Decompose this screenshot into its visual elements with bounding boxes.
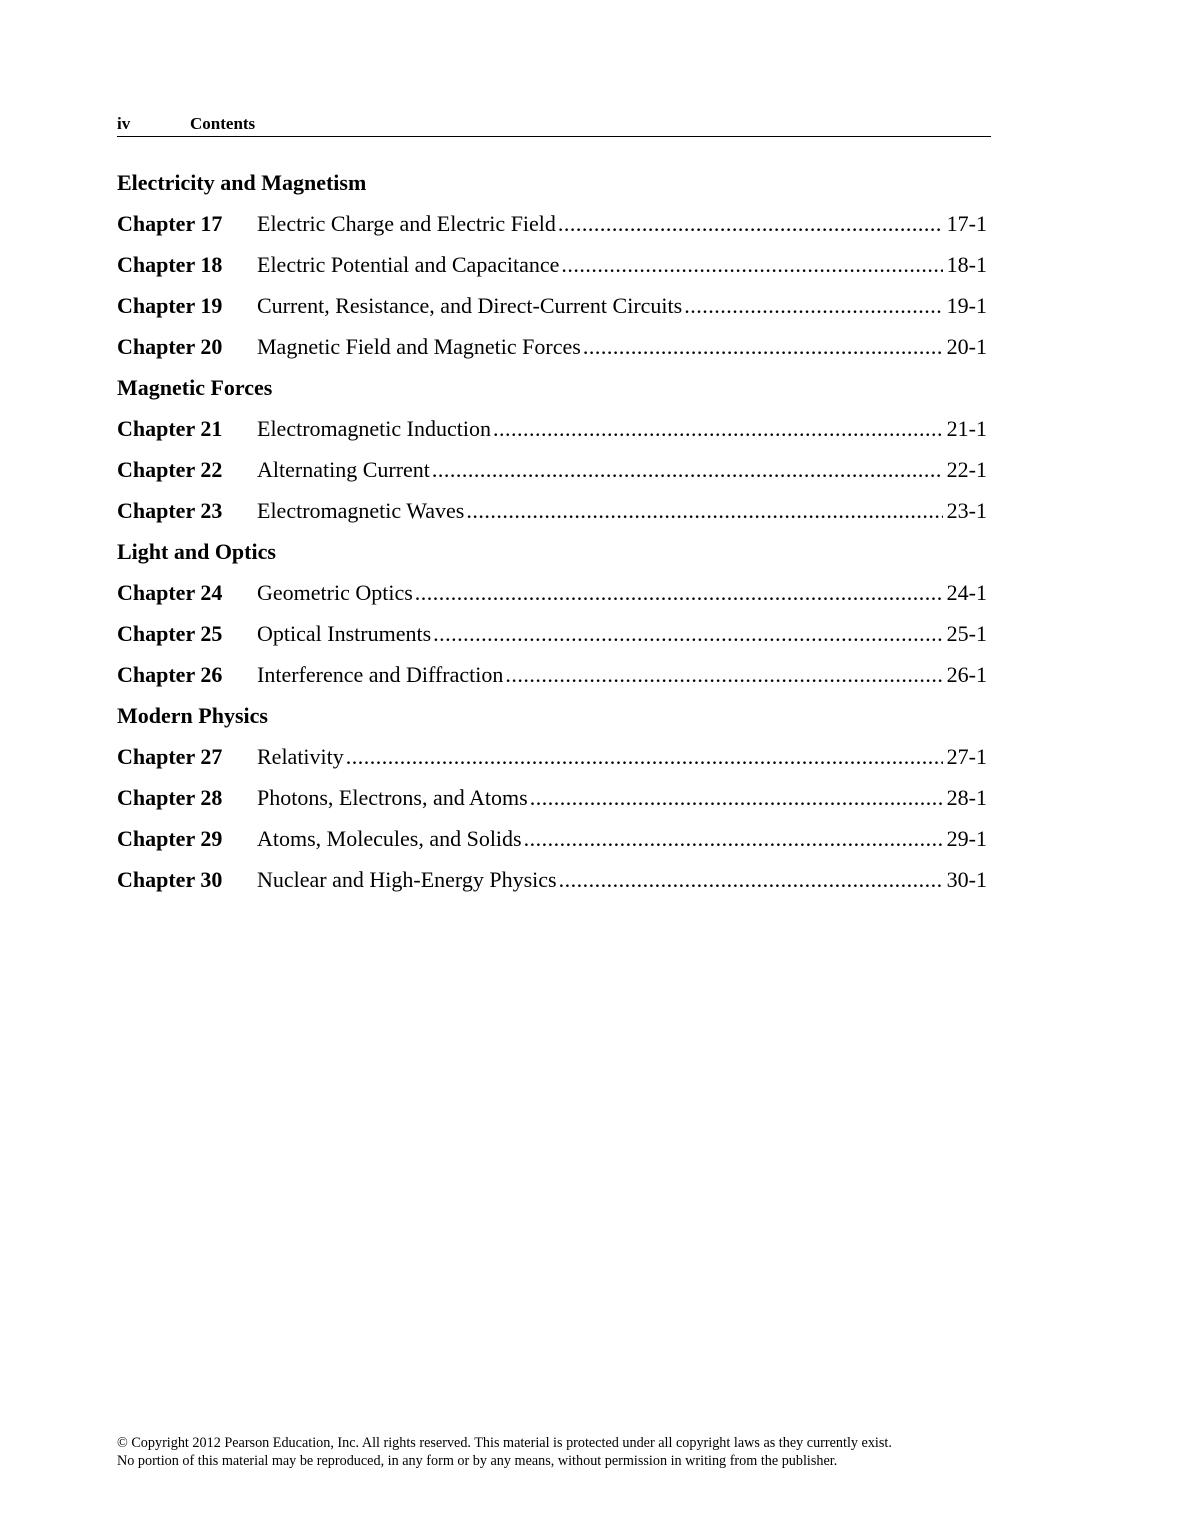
toc-entry[interactable] xyxy=(117,781,987,822)
dot-leader xyxy=(433,617,943,651)
chapter-page: 28-1 xyxy=(946,785,987,810)
chapter-label: Chapter 18 xyxy=(117,252,223,277)
toc-entry[interactable] xyxy=(117,248,987,289)
chapter-page: 23-1 xyxy=(946,498,987,523)
chapter-title: Photons, Electrons, and Atoms xyxy=(257,785,528,810)
dot-leader xyxy=(466,494,942,528)
toc-entry[interactable] xyxy=(117,330,987,371)
dot-leader xyxy=(684,289,942,323)
chapter-label: Chapter 23 xyxy=(117,498,223,523)
chapter-page: 19-1 xyxy=(946,293,987,318)
page-folio: iv xyxy=(117,114,131,133)
chapter-label: Chapter 20 xyxy=(117,334,223,359)
toc-entry[interactable] xyxy=(117,412,987,453)
chapter-page: 17-1 xyxy=(946,211,987,236)
chapter-page: 29-1 xyxy=(946,826,987,851)
dot-leader xyxy=(561,248,942,282)
toc-entry[interactable] xyxy=(117,863,987,904)
page-header xyxy=(117,113,991,137)
chapter-title: Geometric Optics xyxy=(257,580,413,605)
chapter-title: Electromagnetic Waves xyxy=(257,498,465,523)
dot-leader xyxy=(530,781,943,815)
dot-leader xyxy=(415,576,943,610)
chapter-title: Electric Potential and Capacitance xyxy=(257,252,560,277)
dot-leader xyxy=(559,863,943,897)
chapter-title: Relativity xyxy=(257,744,344,769)
chapter-page: 30-1 xyxy=(946,867,987,892)
toc-entry[interactable] xyxy=(117,740,987,781)
dot-leader xyxy=(524,822,943,856)
chapter-page: 25-1 xyxy=(946,621,987,646)
section-heading: Light and Optics xyxy=(117,539,276,564)
chapter-title: Current, Resistance, and Direct-Current Circuits xyxy=(257,293,683,318)
section-heading: Magnetic Forces xyxy=(117,375,273,400)
chapter-page: 22-1 xyxy=(946,457,987,482)
chapter-title: Alternating Current xyxy=(257,457,430,482)
chapter-label: Chapter 19 xyxy=(117,293,223,318)
chapter-label: Chapter 22 xyxy=(117,457,223,482)
chapter-label: Chapter 29 xyxy=(117,826,223,851)
section-heading: Modern Physics xyxy=(117,703,268,728)
chapter-title: Nuclear and High-Energy Physics xyxy=(257,867,557,892)
copyright-footer xyxy=(117,1434,991,1470)
copyright-line-2: No portion of this material may be reproduced, in any form or by any means, without permission in writing from the publisher. xyxy=(117,1453,838,1469)
chapter-label: Chapter 26 xyxy=(117,662,223,687)
chapter-title: Atoms, Molecules, and Solids xyxy=(257,826,522,851)
dot-leader xyxy=(505,658,942,692)
toc-entry[interactable] xyxy=(117,453,987,494)
toc-entry[interactable] xyxy=(117,658,987,699)
chapter-label: Chapter 24 xyxy=(117,580,223,605)
dot-leader xyxy=(558,207,943,241)
chapter-label: Chapter 25 xyxy=(117,621,223,646)
chapter-title: Electromagnetic Induction xyxy=(257,416,491,441)
table-of-contents xyxy=(117,166,987,904)
chapter-title: Magnetic Field and Magnetic Forces xyxy=(257,334,581,359)
chapter-title: Electric Charge and Electric Field xyxy=(257,211,556,236)
toc-entry[interactable] xyxy=(117,822,987,863)
chapter-title: Optical Instruments xyxy=(257,621,432,646)
chapter-page: 26-1 xyxy=(946,662,987,687)
chapter-label: Chapter 27 xyxy=(117,744,223,769)
chapter-page: 20-1 xyxy=(946,334,987,359)
chapter-page: 21-1 xyxy=(946,416,987,441)
dot-leader xyxy=(432,453,943,487)
dot-leader xyxy=(583,330,943,364)
toc-entry[interactable] xyxy=(117,617,987,658)
copyright-line-1: © Copyright 2012 Pearson Education, Inc. All rights reserved. This material is protected under all copyright laws as they currently exist. xyxy=(117,1435,892,1451)
toc-entry[interactable] xyxy=(117,576,987,617)
chapter-label: Chapter 17 xyxy=(117,211,223,236)
chapter-label: Chapter 21 xyxy=(117,416,223,441)
chapter-label: Chapter 28 xyxy=(117,785,223,810)
chapter-page: 27-1 xyxy=(946,744,987,769)
dot-leader xyxy=(493,412,943,446)
chapter-page: 18-1 xyxy=(946,252,987,277)
dot-leader xyxy=(346,740,943,774)
chapter-page: 24-1 xyxy=(946,580,987,605)
running-title: Contents xyxy=(190,114,256,133)
section-heading: Electricity and Magnetism xyxy=(117,170,367,195)
toc-entry[interactable] xyxy=(117,494,987,535)
toc-entry[interactable] xyxy=(117,289,987,330)
toc-entry[interactable] xyxy=(117,207,987,248)
chapter-label: Chapter 30 xyxy=(117,867,223,892)
chapter-title: Interference and Diffraction xyxy=(257,662,504,687)
